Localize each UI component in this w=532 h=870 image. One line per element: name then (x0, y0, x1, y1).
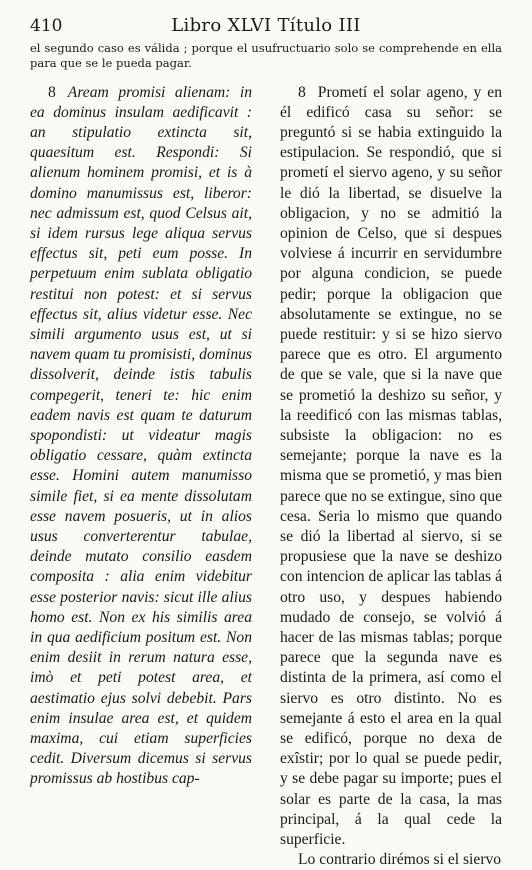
page-header (30, 10, 502, 38)
latin-paragraph (30, 83, 252, 790)
spanish-text: Prometí el solar ageno, y en él edificó casa su señor: se preguntó si se habia extinguido la estipulacion. Se respondió, que si prometí el siervo ageno, y su señor le dió la libertad, se disuelve la obligacion, y no se admitió la opinion de Celso, que si despues volviese á incurrir en servidumbre por alguna condicion, se puede pedir; porque la obligacion que absolutamente se extingue, no se puede restituir: y si se hizo siervo parece que es otro. El argumento de que se vale, que si la nave que se prometió la deshizo su señor, y la reedificó con las mismas tablas, subsiste la obligacion: no es semejante; porque la nave es la misma que se prometió, y mas bien parece que no se extingue, sino que cesa. Seria lo mismo que quando se dió la libertad al siervo, si se propusiese que la nave se deshizo con intencion de aplicar las tablas á otro uso, y despues habiendo mudado de consejo, se volvió á hacer de las mismas tablas; porque parece que la segunda nave es distinta de la primera, así como el siervo es otro distinto. No es semejante á esto el area en la qual se edificó, porque no dexa de exîstir; por lo qual se puede pedir, y se debe pagar su importe; pues el solar es parte de la casa, la mas principal, á la qual cede la superficie. (280, 84, 502, 849)
latin-text: Aream promisi alienam: in ea dominus insulam aedificavit : an stipulatio extincta sit, quaesitum est. Respondi: Si alienum hominem promisi, et is à domino manumissus est, liberor: nec admissum est, quod Celsus ait, si idem rursus lege aliqua servus effectus sit, peti eum posse. In perpetuum enim sublata obligatio restitui non potest: et si servus effectus sit, alius videtur esse. Nec simili argumento usus est, ut si navem quam tu promisisti, dominus dissolverit, deinde istis tabulis compegerit, teneri te: hic enim eadem navis est quam te daturum spopondisti: ut videatur magis obligatio cessare, quàm extincta esse. Homini autem manumisso simile fiet, si ea mente dissolutam esse navem posueris, ut in alios usus converterentur tabulae, deinde mutato consilio easdem composita : alia enim videbitur esse posterior navis: sicut ille alius homo est. Non ex his similis area in qua aedificium positum est. Non enim desiit in rerum natura esse, imò et peti potest area, et aestimatio ejus solvi debebit. Pars enim insulae area est, et quidem maxima, cui etiam superficies cedit. Diversum dicemus si servus promissus ab hostibus cap- (30, 84, 252, 788)
two-column-body (30, 83, 502, 870)
running-head: Libro XLVI Título III (30, 15, 502, 36)
paragraph-number: 8 (48, 84, 56, 101)
spanish-next-paragraph: Lo contrario dirémos si el siervo (280, 850, 502, 870)
paragraph-number: 8 (298, 84, 306, 101)
spanish-column (280, 83, 502, 870)
continuation-text: el segundo caso es válida ; porque el usufructuario solo se comprehende en ella para que se le pueda pagar. (30, 41, 502, 71)
latin-column (30, 83, 252, 870)
spanish-paragraph (280, 83, 502, 851)
page-number: 410 (30, 16, 62, 36)
